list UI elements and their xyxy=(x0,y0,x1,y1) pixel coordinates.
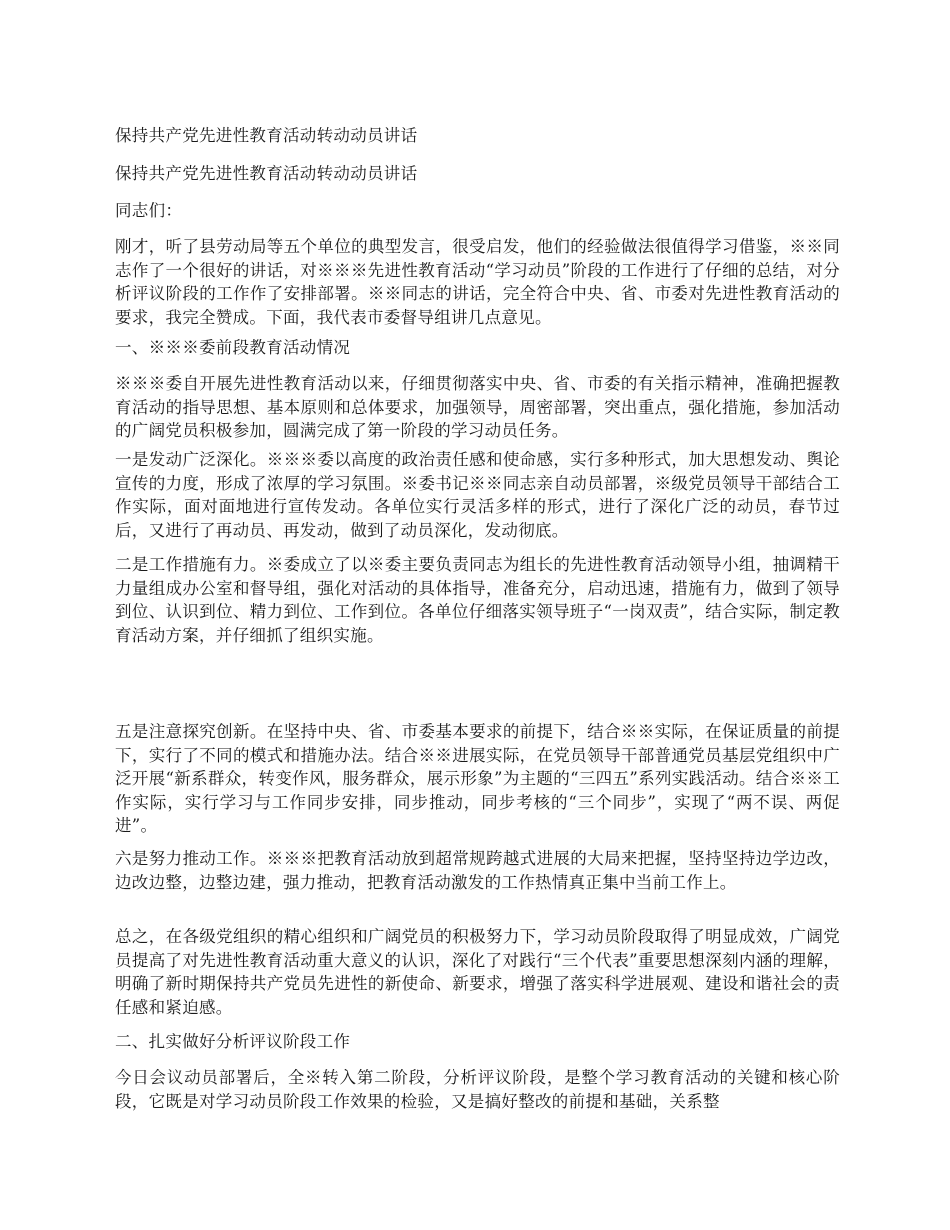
document-subtitle: 保持共产党先进性教育活动转动动员讲话 xyxy=(115,164,418,183)
paragraph: 今日会议动员部署后，全※转入第二阶段，分析评议阶段，是整个学习教育活动的关键和核心阶段，它既是对学习动员阶段工作效果的检验，又是搞好整改的前提和基础，关系整 xyxy=(115,1068,840,1111)
paragraph: 六是努力推动工作。※※※把教育活动放到超常规跨越式进展的大局来把握，坚持坚持边学边改，边改边整，边整边建，强力推动，把教育活动激发的工作热情真正集中当前工作上。 xyxy=(115,849,840,892)
paragraph: ※※※委自开展先进性教育活动以来，仔细贯彻落实中央、省、市委的有关指示精神，准确把握教育活动的指导思想、基本原则和总体要求，加强领导，周密部署，突出重点，强化措施，参加活动的广阔党员积极参加，圆满完成了第一阶段的学习动员任务。 xyxy=(115,374,840,440)
paragraph: 五是注意探究创新。在坚持中央、省、市委基本要求的前提下，结合※※实际，在保证质量的前提下，实行了不同的模式和措施办法。结合※※进展实际，在党员领导干部普通党员基层党组织中广泛开展“新系群众，转变作风，服务群众，展示形象”为主题的“三四五”系列实践活动。结合※※工作实际，实行学习与工作同步安排，同步推动，同步考核的“三个同步”，实现了“两不误、两促进”。 xyxy=(115,722,840,835)
section-heading: 一、※※※委前段教育活动情况 xyxy=(115,338,351,357)
section-heading: 二、扎实做好分析评议阶段工作 xyxy=(115,1032,351,1051)
document-title: 保持共产党先进性教育活动转动动员讲话 xyxy=(115,126,418,145)
paragraph: 一是发动广泛深化。※※※委以高度的政治责任感和使命感，实行多种形式，加大思想发动、舆论宣传的力度，形成了浓厚的学习氛围。※委书记※※同志亲自动员部署，※级党员领导干部结合工作实际，面对面地进行宣传发动。各单位实行灵活多样的形式，进行了深化广泛的动员，春节过后，又进行了再动员、再发动，做到了动员深化，发动彻底。 xyxy=(115,450,840,540)
paragraph: 总之，在各级党组织的精心组织和广阔党员的积极努力下，学习动员阶段取得了明显成效，广阔党员提高了对先进性教育活动重大意义的认识，深化了对践行“三个代表”重要思想深刻内涵的理解，明确了新时期保持共产党员先进性的新使命、新要求，增强了落实科学进展观、建设和谐社会的责任感和紧迫感。 xyxy=(115,927,840,1017)
paragraph: 二是工作措施有力。※委成立了以※委主要负责同志为组长的先进性教育活动领导小组，抽调精干力量组成办公室和督导组，强化对活动的具体指导，准备充分，启动迅速，措施有力，做到了领导到位、认识到位、精力到位、工作到位。各单位仔细落实领导班子“一岗双责”，结合实际，制定教育活动方案，并仔细抓了组织实施。 xyxy=(115,555,840,645)
greeting: 同志们： xyxy=(115,201,183,220)
paragraph: 刚才，听了县劳动局等五个单位的典型发言，很受启发，他们的经验做法很值得学习借鉴，※※同志作了一个很好的讲话，对※※※先进性教育活动“学习动员”阶段的工作进行了仔细的总结，对分析评议阶段的工作作了安排部署。※※同志的讲话，完全符合中央、省、市委对先进性教育活动的要求，我完全赞成。下面，我代表市委督导组讲几点意见。 xyxy=(115,237,840,327)
